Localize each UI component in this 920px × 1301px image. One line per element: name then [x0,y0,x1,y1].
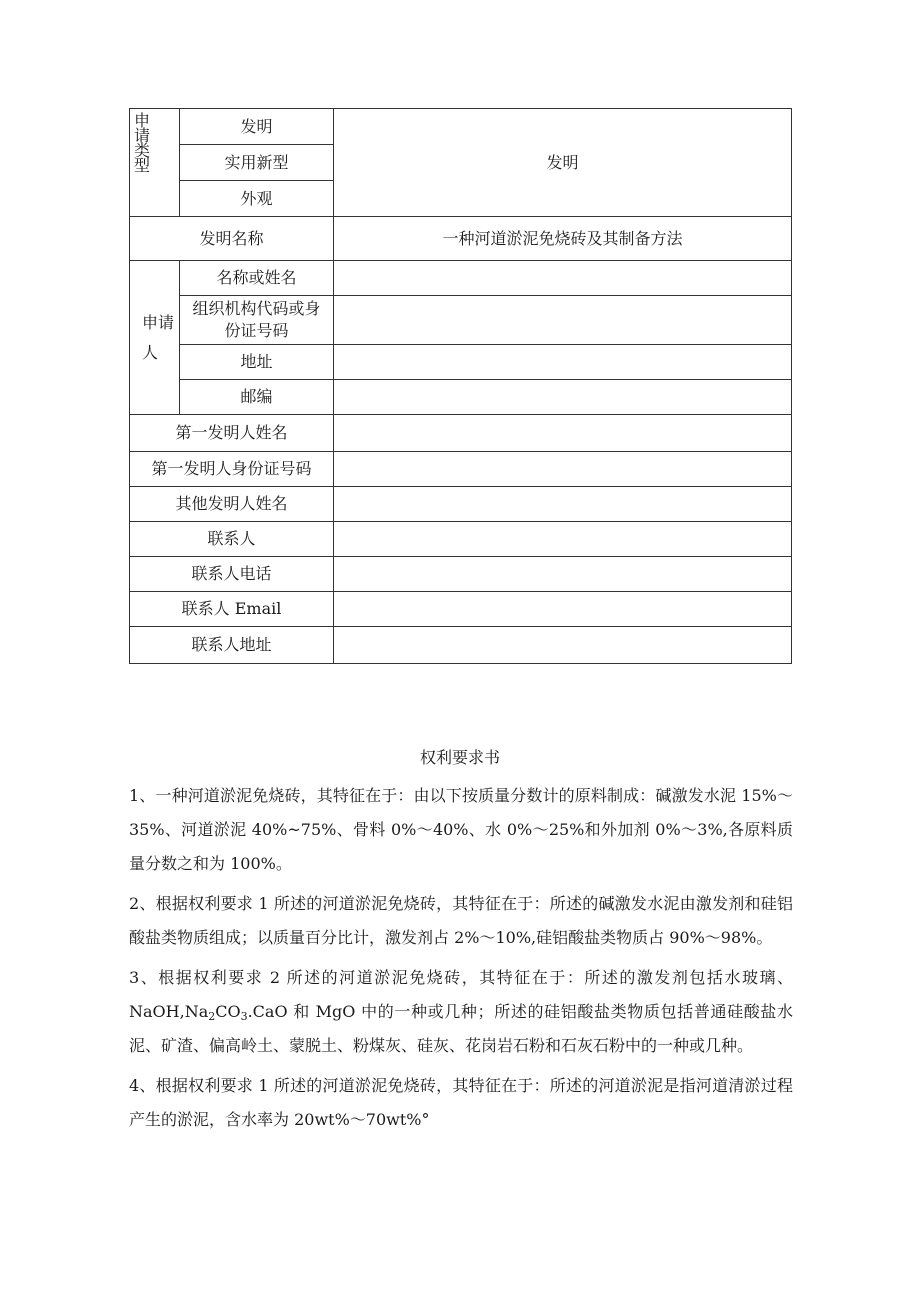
application-type-label: 申 请 类 型 [130,109,180,217]
contact-person-label: 联系人 [130,522,334,557]
application-type-option: 发明 [180,109,334,145]
applicant-name-value[interactable] [334,261,792,296]
contact-email-label: 联系人 Email [130,592,334,627]
contact-phone-value[interactable] [334,557,792,592]
first-inventor-name-label: 第一发明人姓名 [130,415,334,452]
applicant-address-label: 地址 [180,345,334,380]
applicant-name-label: 名称或姓名 [180,261,334,296]
invention-name-value[interactable]: 一种河道淤泥免烧砖及其制备方法 [334,217,792,261]
application-type-option: 外观 [180,181,334,217]
application-form-table [129,108,792,664]
first-inventor-id-value[interactable] [334,452,792,487]
applicant-label: 申请 人 [130,261,180,415]
claims-title: 权利要求书 [419,748,500,767]
claim-3: 3、根据权利要求 2 所述的河道淤泥免烧砖，其特征在于：所述的激发剂包括水玻璃、$NaOH,Na_2CO_3.CaO$ 和 MgO 中的一种或几种；所述的硅铝酸盐类物质包括普通硅酸盐水泥、矿渣、偏高岭土、蒙脱土、粉煤灰、硅灰、花岗岩石粉和石灰石粉中的一种或几种。 [129,968,793,1055]
contact-email-value[interactable] [334,592,792,627]
contact-phone-label: 联系人电话 [130,557,334,592]
invention-name-label: 发明名称 [130,217,334,261]
claim-1: 1、一种河道淤泥免烧砖，其特征在于：由以下按质量分数计的原料制成：碱激发水泥 15%～35%、河道淤泥 40%~75%、骨料 0%～40%、水 0%～25%和外加剂 0%～3%,各原料质量分数之和为 100%。 [129,786,793,873]
applicant-id-value[interactable] [334,296,792,345]
other-inventors-value[interactable] [334,487,792,522]
applicant-postcode-value[interactable] [334,380,792,415]
other-inventors-label: 其他发明人姓名 [130,487,334,522]
claim-2: 2、根据权利要求 1 所述的河道淤泥免烧砖，其特征在于：所述的碱激发水泥由激发剂和硅铝酸盐类物质组成；以质量百分比计，激发剂占 2%～10%,硅铝酸盐类物质占 90%～98%。 [129,894,793,947]
application-type-value[interactable]: 发明 [334,109,792,217]
applicant-postcode-label: 邮编 [180,380,334,415]
contact-address-label: 联系人地址 [130,627,334,664]
contact-person-value[interactable] [334,522,792,557]
applicant-address-value[interactable] [334,345,792,380]
application-type-option: 实用新型 [180,145,334,181]
first-inventor-id-label: 第一发明人身份证号码 [130,452,334,487]
claims-body [129,779,793,1143]
contact-address-value[interactable] [334,627,792,664]
claim-4: 4、根据权利要求 1 所述的河道淤泥免烧砖，其特征在于：所述的河道淤泥是指河道清淤过程产生的淤泥，含水率为 20wt%～70wt%° [129,1076,793,1129]
first-inventor-name-value[interactable] [334,415,792,452]
applicant-id-label: 组织机构代码或身份证号码 [180,296,334,345]
